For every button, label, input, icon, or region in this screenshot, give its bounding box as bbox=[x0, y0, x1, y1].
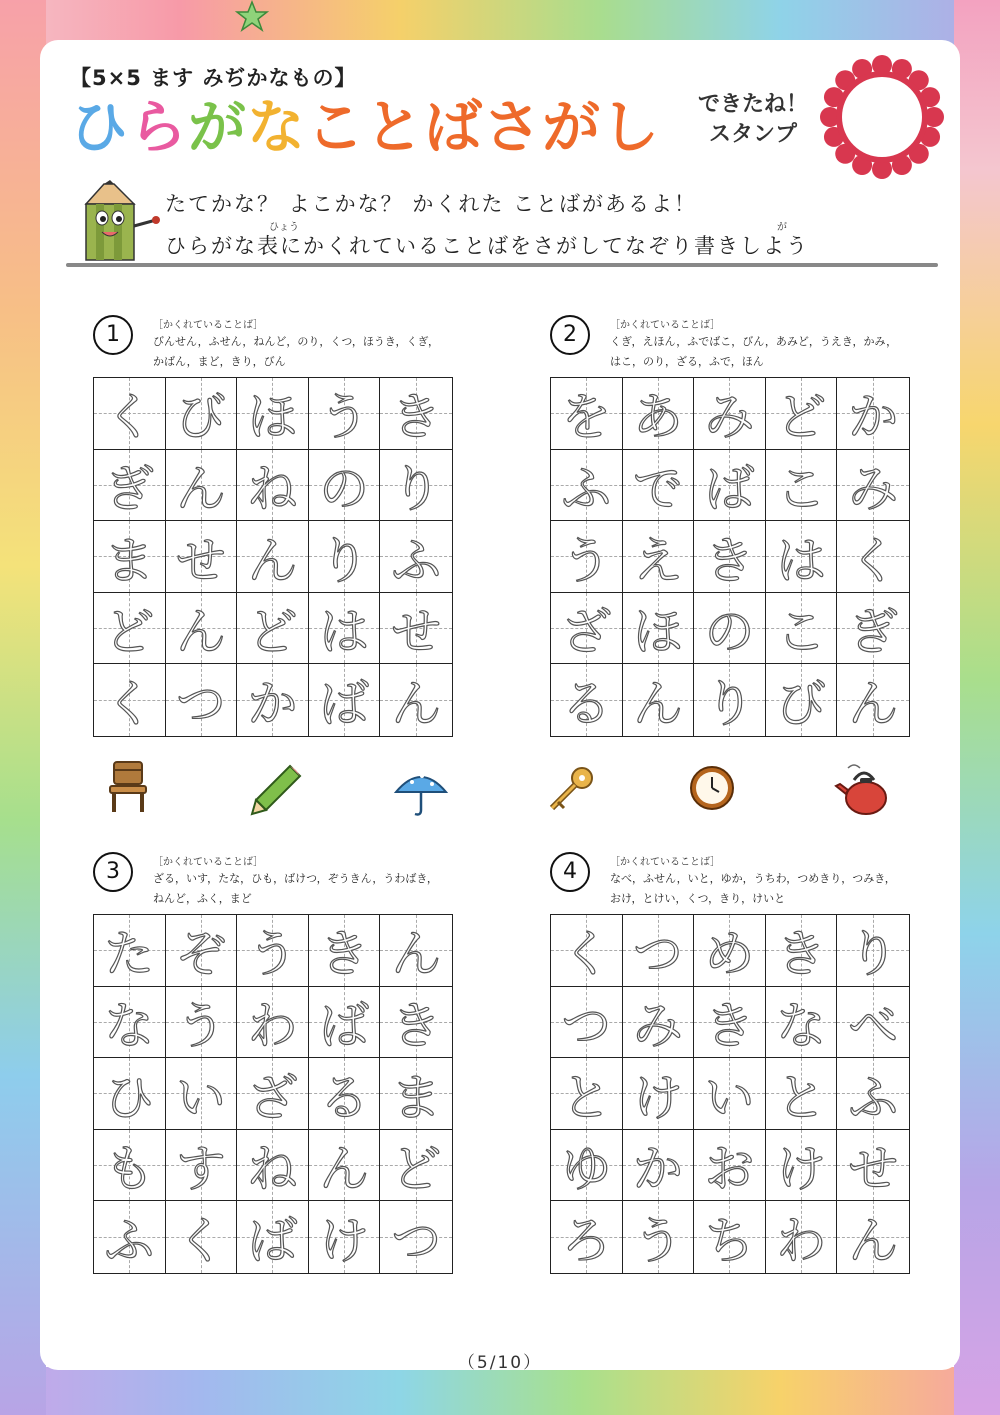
tracing-character: み bbox=[704, 388, 755, 447]
tracing-character: め bbox=[704, 925, 755, 984]
chair-icon bbox=[106, 760, 150, 814]
tracing-character: ふ bbox=[561, 459, 612, 518]
grid-cell[interactable] bbox=[94, 378, 166, 450]
tracing-character: は bbox=[319, 603, 370, 662]
tracing-character: つ bbox=[561, 996, 612, 1055]
grid-cell[interactable] bbox=[380, 915, 452, 987]
grid-cell[interactable] bbox=[766, 987, 838, 1059]
clock-icon bbox=[688, 764, 736, 812]
grid-cell[interactable] bbox=[837, 593, 909, 665]
tracing-character: か bbox=[247, 675, 298, 734]
grid-cell[interactable] bbox=[551, 521, 623, 593]
title-char: ひ bbox=[70, 93, 130, 161]
grid-cell[interactable] bbox=[551, 915, 623, 987]
stamp-label-line1: できたね！ bbox=[697, 92, 808, 117]
tracing-character: ま bbox=[104, 531, 155, 590]
grid-cell[interactable] bbox=[551, 1130, 623, 1202]
tracing-character: の bbox=[319, 459, 370, 518]
tracing-character: べ bbox=[848, 996, 899, 1055]
instruction-line-2-text: ひらがな表にかくれていることばをさがしてなぞり書きしよう bbox=[165, 234, 809, 258]
grid-cell[interactable] bbox=[166, 915, 238, 987]
tracing-character: ふ bbox=[391, 531, 442, 590]
grid-cell[interactable] bbox=[694, 593, 766, 665]
grid-cell[interactable] bbox=[94, 915, 166, 987]
tracing-character: も bbox=[104, 1140, 155, 1199]
hidden-words-line: なべ，ふせん，いと，ゆか，うちわ，つめきり，つみき， bbox=[610, 872, 896, 885]
grid-cell[interactable] bbox=[237, 378, 309, 450]
tracing-character: な bbox=[776, 996, 827, 1055]
puzzle-number: 2 bbox=[550, 315, 590, 355]
instruction-line-1: たてかな？ よこかな？ かくれた ことばがあるよ！ bbox=[165, 192, 698, 216]
hidden-words-title: ［かくれていることば］ bbox=[153, 320, 264, 331]
grid-cell[interactable] bbox=[837, 915, 909, 987]
grid-cell[interactable] bbox=[623, 593, 695, 665]
key-icon bbox=[546, 764, 596, 814]
grid-cell[interactable] bbox=[309, 1201, 381, 1273]
hidden-words-list bbox=[153, 332, 463, 372]
puzzle-number: 1 bbox=[93, 315, 133, 355]
hidden-words-line: ねんど，ふく，まど bbox=[153, 892, 252, 905]
grid-cell[interactable] bbox=[623, 664, 695, 736]
tracing-character: り bbox=[391, 459, 442, 518]
grid-cell[interactable] bbox=[623, 1201, 695, 1273]
grid-cell[interactable] bbox=[380, 450, 452, 522]
grid-cell[interactable] bbox=[623, 378, 695, 450]
grid-cell[interactable] bbox=[237, 521, 309, 593]
puzzle-number: 3 bbox=[93, 852, 133, 892]
crayon-frame-right bbox=[954, 0, 1000, 1415]
grid-cell[interactable] bbox=[309, 664, 381, 736]
grid-cell[interactable] bbox=[623, 450, 695, 522]
grid-cell[interactable] bbox=[694, 1058, 766, 1130]
grid-cell[interactable] bbox=[309, 915, 381, 987]
title-char: な bbox=[247, 93, 307, 161]
tracing-character: く bbox=[848, 531, 899, 590]
grid-cell[interactable] bbox=[551, 593, 623, 665]
grid-cell[interactable] bbox=[309, 987, 381, 1059]
tracing-character: く bbox=[104, 388, 155, 447]
grid-cell[interactable] bbox=[94, 1130, 166, 1202]
tracing-character: ざ bbox=[247, 1068, 298, 1127]
tracing-character: せ bbox=[175, 531, 226, 590]
grid-cell[interactable] bbox=[623, 987, 695, 1059]
grid-cell[interactable] bbox=[237, 1130, 309, 1202]
grid-cell[interactable] bbox=[623, 1058, 695, 1130]
grid-cell[interactable] bbox=[766, 521, 838, 593]
grid-cell[interactable] bbox=[166, 450, 238, 522]
tracing-character: ん bbox=[319, 1140, 370, 1199]
tracing-character: ね bbox=[247, 1140, 298, 1199]
grid-cell[interactable] bbox=[551, 450, 623, 522]
grid-cell[interactable] bbox=[837, 664, 909, 736]
tracing-character: う bbox=[632, 1212, 683, 1271]
tracing-character: ぎ bbox=[848, 603, 899, 662]
tracing-character: お bbox=[704, 1140, 755, 1199]
tracing-character: ほ bbox=[632, 603, 683, 662]
tracing-character: り bbox=[704, 675, 755, 734]
worksheet-subtitle: 【5×5 ます みぢかなもの】 bbox=[70, 66, 357, 90]
tracing-character: と bbox=[776, 1068, 827, 1127]
hidden-words-list bbox=[153, 869, 463, 909]
grid-cell[interactable] bbox=[166, 664, 238, 736]
grid-cell[interactable] bbox=[380, 1058, 452, 1130]
tracing-character: ん bbox=[175, 459, 226, 518]
ruby-ga: が bbox=[777, 222, 787, 233]
grid-cell[interactable] bbox=[694, 521, 766, 593]
grid-cell[interactable] bbox=[766, 450, 838, 522]
tracing-character: く bbox=[104, 675, 155, 734]
title-char: ら bbox=[129, 93, 189, 161]
hidden-words-line: おけ，とけい，くつ，きり，けいと bbox=[610, 892, 786, 905]
tracing-character: ん bbox=[848, 1212, 899, 1271]
tracing-character: と bbox=[561, 1068, 612, 1127]
tracing-character: ば bbox=[319, 675, 370, 734]
tracing-character: ふ bbox=[848, 1068, 899, 1127]
grid-cell[interactable] bbox=[837, 987, 909, 1059]
tracing-character: う bbox=[247, 925, 298, 984]
kettle-icon bbox=[834, 762, 894, 816]
title-hiragana-part bbox=[70, 93, 306, 161]
tracing-character: き bbox=[391, 388, 442, 447]
grid-cell[interactable] bbox=[237, 915, 309, 987]
grid-cell[interactable] bbox=[837, 521, 909, 593]
grid-cell[interactable] bbox=[94, 593, 166, 665]
tracing-character: り bbox=[319, 531, 370, 590]
tracing-character: つ bbox=[632, 925, 683, 984]
hidden-words-line: かばん，まど，きり，びん bbox=[153, 355, 286, 368]
grid-cell[interactable] bbox=[551, 1058, 623, 1130]
grid-cell[interactable] bbox=[380, 987, 452, 1059]
grid-cell[interactable] bbox=[837, 378, 909, 450]
grid-cell[interactable] bbox=[766, 378, 838, 450]
grid-cell[interactable] bbox=[694, 378, 766, 450]
tracing-character: か bbox=[632, 1140, 683, 1199]
grid-cell[interactable] bbox=[380, 664, 452, 736]
tracing-character: つ bbox=[391, 1212, 442, 1271]
tracing-character: ん bbox=[391, 925, 442, 984]
puzzle-4 bbox=[550, 852, 912, 1277]
tracing-character: み bbox=[632, 996, 683, 1055]
tracing-character: ぞ bbox=[175, 925, 226, 984]
hiragana-grid bbox=[93, 914, 453, 1274]
hidden-words-line: びんせん，ふせん，ねんど，のり，くつ，ほうき，くぎ， bbox=[153, 335, 439, 348]
tracing-character: ば bbox=[319, 996, 370, 1055]
hidden-words-list bbox=[610, 332, 920, 372]
grid-cell[interactable] bbox=[837, 1130, 909, 1202]
grid-cell[interactable] bbox=[237, 987, 309, 1059]
tracing-character: ほ bbox=[247, 388, 298, 447]
tracing-character: き bbox=[704, 996, 755, 1055]
puzzle-2 bbox=[550, 315, 912, 740]
tracing-character: す bbox=[175, 1140, 226, 1199]
grid-cell[interactable] bbox=[694, 915, 766, 987]
grid-cell[interactable] bbox=[837, 1058, 909, 1130]
tracing-character: ぎ bbox=[104, 459, 155, 518]
umbrella-icon bbox=[392, 762, 450, 820]
title-char: が bbox=[188, 93, 248, 161]
grid-cell[interactable] bbox=[94, 987, 166, 1059]
grid-cell[interactable] bbox=[837, 450, 909, 522]
hidden-words-line: くぎ，えほん，ふでばこ，びん，あみど，うえき，かみ， bbox=[610, 335, 898, 348]
grid-cell[interactable] bbox=[94, 664, 166, 736]
grid-cell[interactable] bbox=[380, 521, 452, 593]
tracing-character: を bbox=[561, 388, 612, 447]
tracing-character: ん bbox=[247, 531, 298, 590]
grid-cell[interactable] bbox=[309, 1130, 381, 1202]
tracing-character: の bbox=[704, 603, 755, 662]
grid-cell[interactable] bbox=[94, 521, 166, 593]
grid-cell[interactable] bbox=[551, 1201, 623, 1273]
grid-cell[interactable] bbox=[766, 593, 838, 665]
grid-cell[interactable] bbox=[623, 1130, 695, 1202]
tracing-character: ど bbox=[247, 603, 298, 662]
page-number: （5/10） bbox=[457, 1353, 543, 1373]
grid-cell[interactable] bbox=[694, 450, 766, 522]
instruction-line-2 bbox=[165, 222, 809, 260]
tracing-character: せ bbox=[391, 603, 442, 662]
tracing-character: ど bbox=[104, 603, 155, 662]
tracing-character: ゆ bbox=[561, 1140, 612, 1199]
tracing-character: い bbox=[704, 1068, 755, 1127]
tracing-character: え bbox=[632, 531, 683, 590]
grid-cell[interactable] bbox=[166, 987, 238, 1059]
tracing-character: で bbox=[632, 459, 683, 518]
grid-cell[interactable] bbox=[309, 378, 381, 450]
hidden-words-line: ざる，いす，たな，ひも，ばけつ，ぞうきん，うわばき， bbox=[153, 872, 438, 885]
tracing-character: う bbox=[319, 388, 370, 447]
tracing-character: わ bbox=[776, 1212, 827, 1271]
tracing-character: ん bbox=[848, 675, 899, 734]
tracing-character: う bbox=[561, 531, 612, 590]
tracing-character: ろ bbox=[561, 1212, 612, 1271]
tracing-character: き bbox=[391, 996, 442, 1055]
grid-cell[interactable] bbox=[380, 378, 452, 450]
tracing-character: ひ bbox=[104, 1068, 155, 1127]
grid-cell[interactable] bbox=[551, 664, 623, 736]
tracing-character: か bbox=[848, 388, 899, 447]
header-divider bbox=[66, 263, 938, 267]
hiragana-grid bbox=[550, 377, 910, 737]
grid-cell[interactable] bbox=[766, 1201, 838, 1273]
tracing-character: な bbox=[104, 996, 155, 1055]
tracing-character: あ bbox=[632, 388, 683, 447]
puzzle-3 bbox=[93, 852, 455, 1277]
tracing-character: ざ bbox=[561, 603, 612, 662]
grid-cell[interactable] bbox=[309, 1058, 381, 1130]
grid-cell[interactable] bbox=[237, 664, 309, 736]
grid-cell[interactable] bbox=[766, 1058, 838, 1130]
tracing-character: り bbox=[848, 925, 899, 984]
grid-cell[interactable] bbox=[380, 1201, 452, 1273]
hiragana-grid bbox=[550, 914, 910, 1274]
tracing-character: ば bbox=[247, 1212, 298, 1271]
grid-cell[interactable] bbox=[309, 450, 381, 522]
tracing-character: せ bbox=[848, 1140, 899, 1199]
grid-cell[interactable] bbox=[309, 521, 381, 593]
tracing-character: ん bbox=[632, 675, 683, 734]
grid-cell[interactable] bbox=[94, 1201, 166, 1273]
pencil-mascot-icon bbox=[82, 180, 162, 265]
tracing-character: ど bbox=[391, 1140, 442, 1199]
hidden-words-line: はこ，のり，ざる，ふで，ほん bbox=[610, 355, 764, 368]
grid-cell[interactable] bbox=[380, 1130, 452, 1202]
grid-cell[interactable] bbox=[694, 664, 766, 736]
grid-cell[interactable] bbox=[766, 915, 838, 987]
stamp-label-line2: スタンプ bbox=[708, 122, 797, 147]
grid-cell[interactable] bbox=[623, 915, 695, 987]
grid-cell[interactable] bbox=[623, 521, 695, 593]
stamp-label bbox=[688, 90, 818, 150]
tracing-character: ま bbox=[391, 1068, 442, 1127]
tracing-character: た bbox=[104, 925, 155, 984]
tracing-character: ね bbox=[247, 459, 298, 518]
crayon-frame-bottom bbox=[0, 1367, 1000, 1415]
grid-cell[interactable] bbox=[694, 1201, 766, 1273]
tracing-character: ち bbox=[704, 1212, 755, 1271]
grid-cell[interactable] bbox=[237, 593, 309, 665]
tracing-character: び bbox=[776, 675, 827, 734]
worksheet-title bbox=[70, 92, 660, 162]
grid-cell[interactable] bbox=[166, 1201, 238, 1273]
hidden-words-title: ［かくれていることば］ bbox=[610, 857, 721, 868]
pencil-icon bbox=[250, 762, 304, 816]
puzzle-number: 4 bbox=[550, 852, 590, 892]
tracing-character: ふ bbox=[104, 1212, 155, 1271]
grid-cell[interactable] bbox=[166, 1058, 238, 1130]
grid-cell[interactable] bbox=[166, 378, 238, 450]
tracing-character: び bbox=[175, 388, 226, 447]
grid-cell[interactable] bbox=[837, 1201, 909, 1273]
ruby-hyou: ひょう bbox=[269, 222, 299, 233]
grid-cell[interactable] bbox=[166, 1130, 238, 1202]
grid-cell[interactable] bbox=[380, 593, 452, 665]
tracing-character: こ bbox=[776, 459, 827, 518]
tracing-character: う bbox=[175, 996, 226, 1055]
grid-cell[interactable] bbox=[309, 593, 381, 665]
hiragana-grid bbox=[93, 377, 453, 737]
grid-cell[interactable] bbox=[551, 378, 623, 450]
grid-cell[interactable] bbox=[694, 987, 766, 1059]
stamp-flower-icon[interactable] bbox=[820, 55, 944, 179]
tracing-character: き bbox=[704, 531, 755, 590]
tracing-character: く bbox=[175, 1212, 226, 1271]
tracing-character: わ bbox=[247, 996, 298, 1055]
grid-cell[interactable] bbox=[237, 1058, 309, 1130]
star-icon bbox=[232, 0, 272, 32]
tracing-character: る bbox=[319, 1068, 370, 1127]
tracing-character: き bbox=[319, 925, 370, 984]
grid-cell[interactable] bbox=[166, 521, 238, 593]
tracing-character: る bbox=[561, 675, 612, 734]
puzzle-1 bbox=[93, 315, 455, 740]
tracing-character: く bbox=[561, 925, 612, 984]
grid-cell[interactable] bbox=[237, 450, 309, 522]
grid-cell[interactable] bbox=[766, 1130, 838, 1202]
tracing-character: け bbox=[319, 1212, 370, 1271]
grid-cell[interactable] bbox=[166, 593, 238, 665]
title-kotoba-part: ことばさがし bbox=[306, 93, 661, 161]
tracing-character: ば bbox=[704, 459, 755, 518]
tracing-character: ど bbox=[776, 388, 827, 447]
grid-cell[interactable] bbox=[237, 1201, 309, 1273]
tracing-character: ん bbox=[175, 603, 226, 662]
tracing-character: き bbox=[776, 925, 827, 984]
grid-cell[interactable] bbox=[94, 450, 166, 522]
hidden-words-title: ［かくれていることば］ bbox=[153, 857, 264, 868]
grid-cell[interactable] bbox=[551, 987, 623, 1059]
tracing-character: け bbox=[632, 1068, 683, 1127]
tracing-character: み bbox=[848, 459, 899, 518]
hidden-words-title: ［かくれていることば］ bbox=[610, 320, 721, 331]
grid-cell[interactable] bbox=[694, 1130, 766, 1202]
grid-cell[interactable] bbox=[766, 664, 838, 736]
tracing-character: こ bbox=[776, 603, 827, 662]
grid-cell[interactable] bbox=[94, 1058, 166, 1130]
tracing-character: は bbox=[776, 531, 827, 590]
hidden-words-list bbox=[610, 869, 920, 909]
tracing-character: い bbox=[175, 1068, 226, 1127]
tracing-character: ん bbox=[391, 675, 442, 734]
tracing-character: け bbox=[776, 1140, 827, 1199]
tracing-character: つ bbox=[175, 675, 226, 734]
